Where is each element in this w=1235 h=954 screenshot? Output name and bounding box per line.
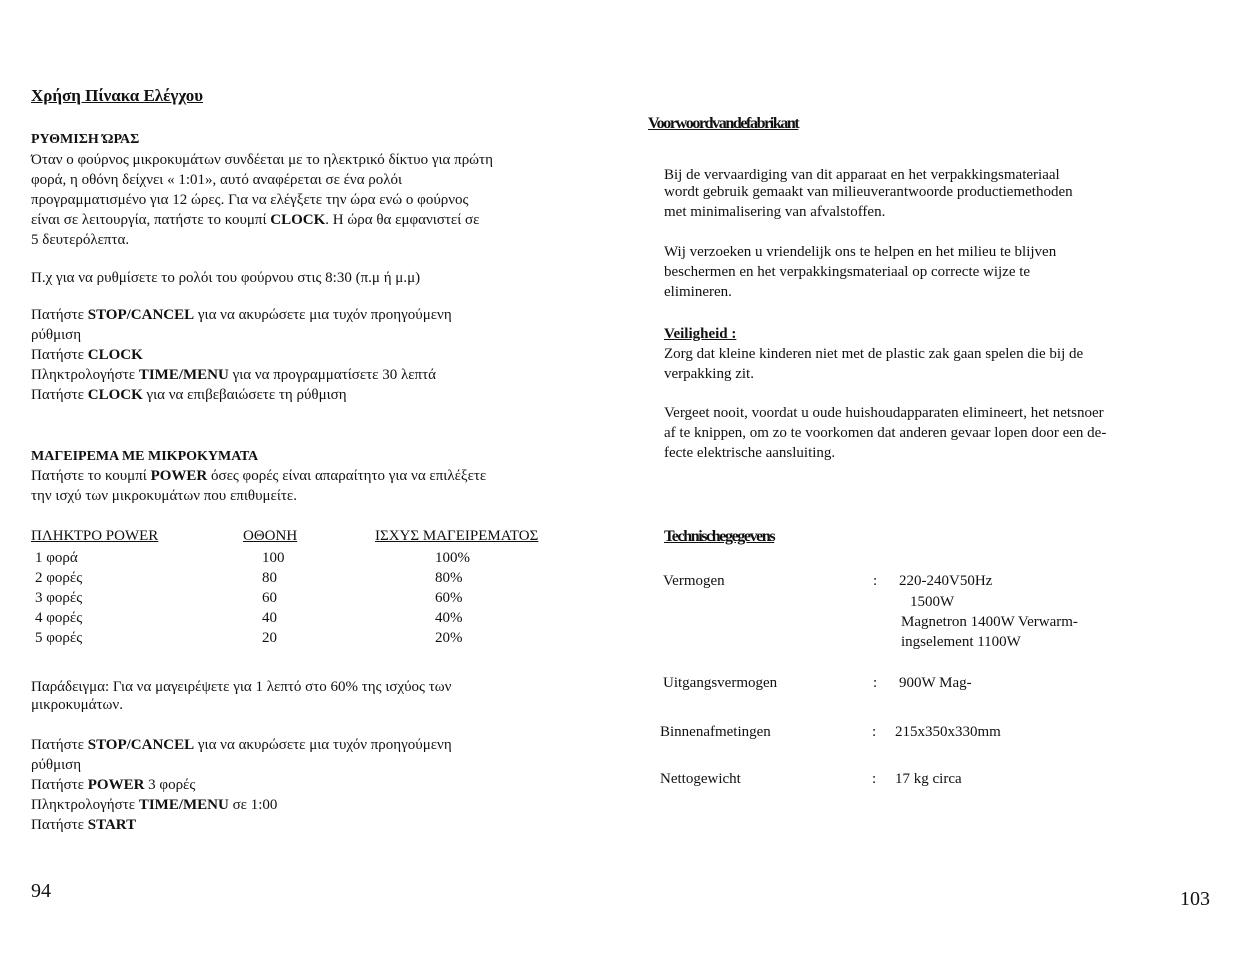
start-key-name: START: [87, 817, 137, 833]
microwave-section-heading: ΜΑΓΕΙΡΕΜΑ ΜΕ ΜΙΚΡΟΚΥΜΑΤΑ: [31, 449, 259, 464]
text-fragment: για να προγραμματίσετε 30 λεπτά: [228, 367, 437, 383]
spec-colon: :: [872, 771, 877, 787]
text-fragment: όσες φορές είναι απαραίτητο για να επιλέξετε: [207, 468, 487, 484]
specs-title: Technischegegevens: [664, 528, 775, 545]
spec-colon: :: [872, 724, 877, 740]
clock-section-heading: ΡΥΘΜΙΣΗ ΏΡΑΣ: [31, 132, 140, 147]
spec-label-nettogewicht: Nettogewicht: [660, 771, 741, 787]
table-cell-power: 40%: [435, 610, 463, 626]
paragraph-line: Zorg dat kleine kinderen niet met de plastic zak gaan spelen die bij de: [664, 346, 1084, 362]
table-cell-presses: 4 φορές: [35, 610, 83, 626]
clock-step: [31, 345, 452, 365]
example-line: Παράδειγμα: Για να μαγειρέψετε για 1 λεπτό στο 60% της ισχύος των: [31, 679, 452, 695]
spec-label-uitgangsvermogen: Uitgangsvermogen: [663, 675, 778, 691]
time-menu-key-name: TIME/MENU: [138, 367, 229, 383]
power-table: [31, 526, 571, 651]
paragraph-line: beschermen en het verpakkingsmateriaal op correcte wijze te: [664, 264, 1031, 280]
clock-key-name: CLOCK: [270, 212, 326, 228]
spec-colon: :: [873, 675, 878, 691]
table-cell-presses: 5 φορές: [35, 630, 83, 646]
microwave-intro-line: [31, 466, 486, 486]
paragraph-line: af te knippen, om zo te voorkomen dat anderen gevaar lopen door een de-: [664, 425, 1107, 441]
spec-label-vermogen: Vermogen: [663, 573, 725, 589]
spec-value-nettogewicht: 17 kg circa: [895, 771, 962, 787]
text-fragment: Πατήστε: [31, 387, 88, 403]
left-page-number: 94: [31, 880, 51, 902]
spec-value-uitgangsvermogen: 900W Mag-: [899, 675, 972, 691]
clock-step: [31, 385, 452, 405]
stop-cancel-key-name: STOP/CANCEL: [87, 307, 195, 323]
clock-intro-line: 5 δευτερόλεπτα.: [31, 232, 130, 248]
clock-intro-line: Όταν ο φούρνος μικροκυμάτων συνδέεται με το ηλεκτρικό δίκτυο για πρώτη: [31, 152, 493, 168]
microwave-intro-paragraph: [31, 466, 486, 506]
microwave-step: [31, 775, 452, 795]
text-fragment: Πατήστε: [31, 737, 88, 753]
text-fragment: Πληκτρολογήστε: [31, 367, 139, 383]
clock-intro-line: [31, 210, 493, 230]
spec-value-binnenafmetingen: 215x350x330mm: [895, 724, 1001, 740]
power-key-name: POWER: [87, 777, 145, 793]
table-cell-presses: 2 φορές: [35, 570, 83, 586]
paragraph-line: elimineren.: [664, 284, 732, 300]
spec-value-vermogen: 1500W: [910, 594, 955, 610]
text-fragment: για να ακυρώσετε μια τυχόν προηγούμενη: [194, 307, 452, 323]
microwave-step-continued: ρύθμιση: [31, 757, 82, 773]
table-cell-power: 60%: [435, 590, 463, 606]
table-cell-presses: 3 φορές: [35, 590, 83, 606]
table-cell-display: 40: [262, 610, 277, 626]
text-fragment: Πατήστε το κουμπί: [31, 468, 151, 484]
table-cell-display: 60: [262, 590, 277, 606]
clock-key-name: CLOCK: [87, 347, 143, 363]
spec-value-vermogen: 220-240V50Hz: [899, 573, 993, 589]
safety-heading: Veiligheid :: [664, 326, 737, 342]
clock-step: [31, 305, 452, 325]
table-cell-power: 100%: [435, 550, 470, 566]
right-page-title: Voorwoordvandefabrikant: [648, 115, 799, 132]
text-fragment: Πατήστε: [31, 307, 88, 323]
microwave-steps: [31, 735, 452, 835]
text-fragment: για να ακυρώσετε μια τυχόν προηγούμενη: [194, 737, 452, 753]
safety-paragraph: [664, 344, 1083, 384]
clock-intro-paragraph: [31, 150, 493, 250]
table-cell-power: 20%: [435, 630, 463, 646]
microwave-step: [31, 815, 452, 835]
right-page-number: 103: [1180, 888, 1210, 910]
paragraph-line: Bij de vervaardiging van dit apparaat en het verpakkingsmateriaal: [664, 167, 1060, 183]
spec-label-binnenafmetingen: Binnenafmetingen: [660, 724, 771, 740]
spec-colon: :: [873, 573, 878, 589]
text-fragment: Πατήστε: [31, 777, 88, 793]
spec-value-vermogen: Magnetron 1400W Verwarm-: [901, 614, 1078, 630]
table-cell-power: 80%: [435, 570, 463, 586]
example-line: μικροκυμάτων.: [31, 697, 123, 713]
paragraph-line: wordt gebruik gemaakt van milieuverantwoorde productiemethoden: [664, 184, 1073, 200]
intro-paragraph-1: [664, 165, 1073, 222]
table-cell-display: 80: [262, 570, 277, 586]
microwave-intro-line: την ισχύ των μικροκυμάτων που επιθυμείτε.: [31, 488, 297, 504]
microwave-step: [31, 735, 452, 755]
microwave-example: [31, 677, 451, 715]
text-fragment: για να επιβεβαιώσετε τη ρύθμιση: [142, 387, 347, 403]
paragraph-line: Wij verzoeken u vriendelijk ons te helpen en het milieu te blijven: [664, 244, 1057, 260]
text-fragment: σε 1:00: [228, 797, 278, 813]
clock-key-name: CLOCK: [87, 387, 143, 403]
left-page-title: Χρήση Πίνακα Ελέγχου: [31, 86, 204, 105]
table-header-power-key: ΠΛΗΚΤΡΟ POWER: [31, 528, 159, 544]
text-fragment: Πατήστε: [31, 817, 88, 833]
clock-intro-line: προγραμματισμένο για 12 ώρες. Για να ελέγξετε την ώρα ενώ ο φούρνος: [31, 192, 469, 208]
clock-step-continued: ρύθμιση: [31, 327, 82, 343]
paragraph-line: verpakking zit.: [664, 366, 754, 382]
table-cell-presses: 1 φορά: [35, 550, 78, 566]
table-header-display: ΟΘΟΝΗ: [243, 528, 298, 544]
clock-intro-line: φορά, η οθόνη δείχνει « 1:01», αυτό αναφέρεται σε ένα ρολόι: [31, 172, 403, 188]
clock-example: Π.χ για να ρυθμίσετε το ρολόι του φούρνου στις 8:30 (π.μ ή μ.μ): [31, 270, 421, 286]
intro-paragraph-3: [664, 403, 1106, 463]
time-menu-key-name: TIME/MENU: [138, 797, 229, 813]
clock-step: [31, 365, 452, 385]
text-fragment: Πατήστε: [31, 347, 88, 363]
power-key-name: POWER: [150, 468, 208, 484]
clock-steps: [31, 305, 452, 405]
text-fragment: Πληκτρολογήστε: [31, 797, 139, 813]
stop-cancel-key-name: STOP/CANCEL: [87, 737, 195, 753]
text-fragment: είναι σε λειτουργία, πατήστε το κουμπί: [31, 212, 271, 228]
intro-paragraph-2: [664, 242, 1056, 302]
paragraph-line: met minimalisering van afvalstoffen.: [664, 204, 886, 220]
paragraph-line: fecte elektrische aansluiting.: [664, 445, 836, 461]
spec-value-vermogen: ingselement 1100W: [901, 634, 1021, 650]
table-header-cooking-power: ΙΣΧΥΣ ΜΑΓΕΙΡΕΜΑΤΟΣ: [375, 528, 539, 544]
text-fragment: 3 φορές: [144, 777, 196, 793]
paragraph-line: Vergeet nooit, voordat u oude huishoudapparaten elimineert, het netsnoer: [664, 405, 1104, 421]
text-fragment: . Η ώρα θα εμφανιστεί σε: [325, 212, 480, 228]
microwave-step: [31, 795, 452, 815]
table-cell-display: 20: [262, 630, 277, 646]
table-cell-display: 100: [262, 550, 285, 566]
